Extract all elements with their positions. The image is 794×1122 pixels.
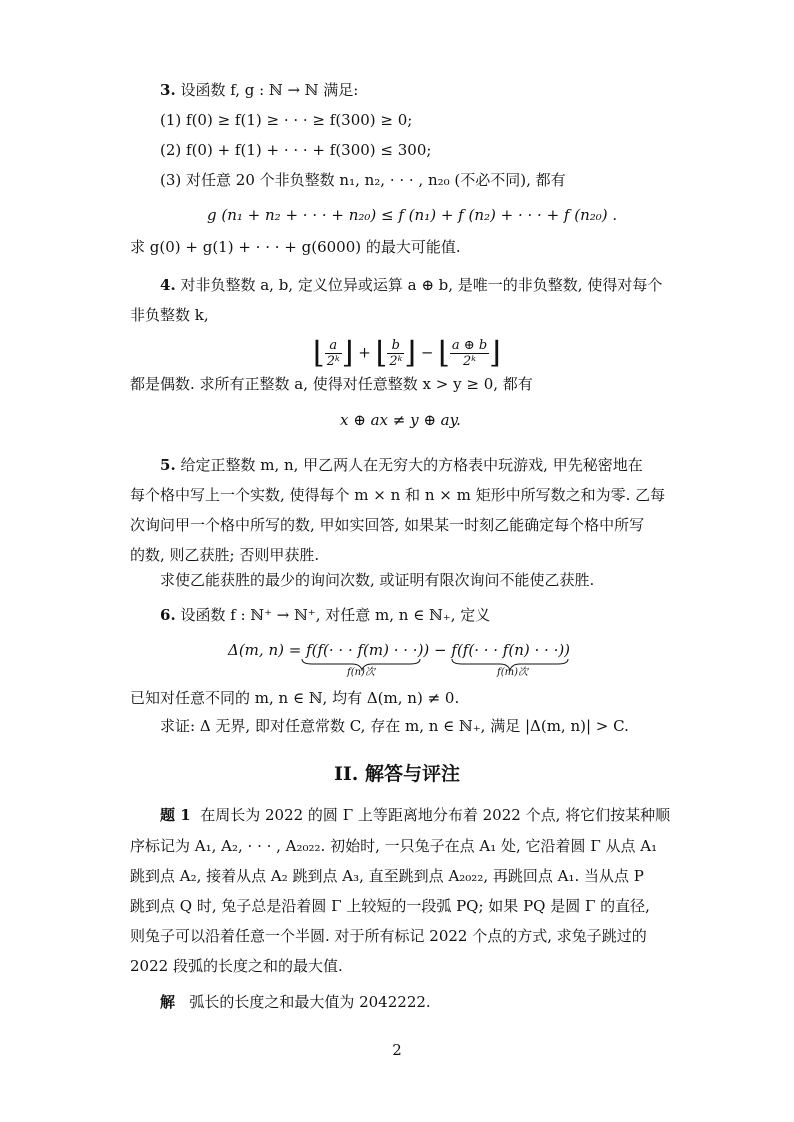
plus-sign: + (358, 343, 371, 362)
solution-text: 弧长的长度之和最大值为 2042222. (189, 993, 431, 1011)
problem-4-line-3: 都是偶数. 求所有正整数 a, 使得对任意整数 x > y ≥ 0, 都有 (130, 375, 533, 393)
solution-label: 解 (160, 993, 176, 1011)
iterate-b: f(f(· · · f(n) · · ·)) (451, 641, 571, 659)
problem-4-line-1-text: 对非负整数 a, b, 定义位异或运算 a ⊕ b, 是唯一的非负整数, 使得对每个 (180, 276, 663, 294)
frac-1-denominator: 2ᵏ (326, 354, 340, 369)
frac-1-numerator: a (329, 338, 338, 353)
problem-5-number: 5 (160, 456, 171, 474)
problem-4-floor-formula: ⌊ $\frac{a}{\text{2ᵏ}}$ ⌋ + ⌊ $\frac{b}{\text{2ᵏ}}$ ⌋ − ⌊ $\frac{a \oplus b}{\text{2ᵏ}}$ ⌋ (313, 335, 501, 371)
problem-3-condition-1: (1) f(0) ≥ f(1) ≥ · · · ≥ f(300) ≥ 0; (160, 111, 413, 129)
problem-3-formula: g (n₁ + n₂ + · · · + n₂₀) ≤ f (n₁) + f (n₂) + · · · + f (n₂₀) . (207, 206, 618, 224)
problem-6-formula (228, 640, 570, 660)
problem-5-line-3: 次询问甲一个格中所写的数, 甲如实回答, 如果某一时刻乙能确定每个格中所写 (130, 516, 645, 534)
problem-3-question: 求 g(0) + g(1) + · · · + g(6000) 的最大可能值. (130, 238, 461, 256)
answer-1-line-5: 则兔子可以沿着任意一个半圆. 对于所有标记 2022 个点的方式, 求兔子跳过的 (130, 927, 647, 945)
underbrace-b-label: f(m)次 (497, 667, 528, 678)
problem-6-line-1: 6. 设函数 f : ℕ⁺ → ℕ⁺, 对任意 m, n ∈ ℕ₊, 定义 (160, 606, 491, 624)
problem-3-condition-3: (3) 对任意 20 个非负整数 n₁, n₂, · · · , n₂₀ (不必不同), 都有 (160, 171, 566, 189)
problem-3-condition-2: (2) f(0) + f(1) + · · · + f(300) ≤ 300; (160, 141, 432, 159)
answer-1-label: 题 1 (160, 806, 191, 824)
answer-1-line-1-text: 在周长为 2022 的圆 Γ 上等距离地分布着 2022 个点, 将它们按某种顺 (200, 806, 671, 824)
iterate-a: f(f(· · · f(m) · · ·)) (306, 641, 430, 659)
formula-minus: − (429, 641, 452, 659)
problem-4-number: 4 (160, 276, 171, 294)
problem-4-line-2: 非负整数 k, (130, 306, 209, 324)
answer-1-line-2: 序标记为 A₁, A₂, · · · , A₂₀₂₂. 初始时, 一只兔子在点 A₁ 处, 它沿着圆 Γ 从点 A₁ (130, 837, 658, 855)
problem-6-number: 6 (160, 606, 171, 624)
problem-6-line-1-text: 设函数 f : ℕ⁺ → ℕ⁺, 对任意 m, n ∈ ℕ₊, 定义 (180, 606, 491, 624)
frac-2-numerator: b (391, 338, 400, 353)
problem-6-line-3: 求证: Δ 无界, 即对任意常数 C, 存在 m, n ∈ ℕ₊, 满足 |Δ(m, n)| > C. (160, 717, 629, 735)
minus-sign: − (420, 343, 434, 362)
delta-lhs: Δ(m, n) = (228, 641, 307, 659)
problem-3-intro-text: 设函数 f, g : ℕ → ℕ 满足: (180, 81, 359, 99)
problem-4-line-1: 4. 对非负整数 a, b, 定义位异或运算 a ⊕ b, 是唯一的非负整数, 使得对每个 (160, 276, 663, 294)
problem-3-intro: 3. 设函数 f, g : ℕ → ℕ 满足: (160, 81, 359, 99)
problem-5-line-1: 5. 给定正整数 m, n, 甲乙两人在无穷大的方格表中玩游戏, 甲先秘密地在 (160, 456, 643, 474)
page-number: 2 (392, 1041, 402, 1059)
problem-6-line-2: 已知对任意不同的 m, n ∈ ℕ, 均有 Δ(m, n) ≠ 0. (130, 689, 460, 707)
answer-1-line-1 (160, 805, 670, 825)
underbraces (300, 658, 590, 672)
problem-4-formula: x ⊕ ax ≠ y ⊕ ay. (340, 411, 461, 429)
answer-1-line-3: 跳到点 A₂, 接着从点 A₂ 跳到点 A₃, 直至跳到点 A₂₀₂₂, 再跳回点 A₁. 当从点 P (130, 867, 644, 885)
problem-3-number: 3 (160, 81, 171, 99)
underbrace-a-label: f(n)次 (347, 667, 375, 678)
frac-3-denominator: 2ᵏ (450, 353, 489, 369)
problem-5-line-4: 的数, 则乙获胜; 否则甲获胜. (130, 546, 320, 564)
problem-5-line-5: 求使乙能获胜的最少的询问次数, 或证明有限次询问不能使乙获胜. (160, 571, 595, 589)
problem-5-line-2: 每个格中写上一个实数, 使得每个 m × n 和 n × m 矩形中所写数之和为零. 乙每 (130, 486, 666, 504)
frac-2-denominator: 2ᵏ (389, 354, 403, 369)
solution-line (160, 992, 431, 1012)
problem-5-line-1-text: 给定正整数 m, n, 甲乙两人在无穷大的方格表中玩游戏, 甲先秘密地在 (180, 456, 643, 474)
frac-3-numerator: a ⊕ b (451, 338, 488, 353)
answer-1-line-4: 跳到点 Q 时, 兔子总是沿着圆 Γ 上较短的一段弧 PQ; 如果 PQ 是圆 Γ 的直径, (130, 897, 650, 915)
answer-1-line-6: 2022 段弧的长度之和的最大值. (130, 957, 343, 975)
section-title: II. 解答与评注 (333, 763, 460, 785)
